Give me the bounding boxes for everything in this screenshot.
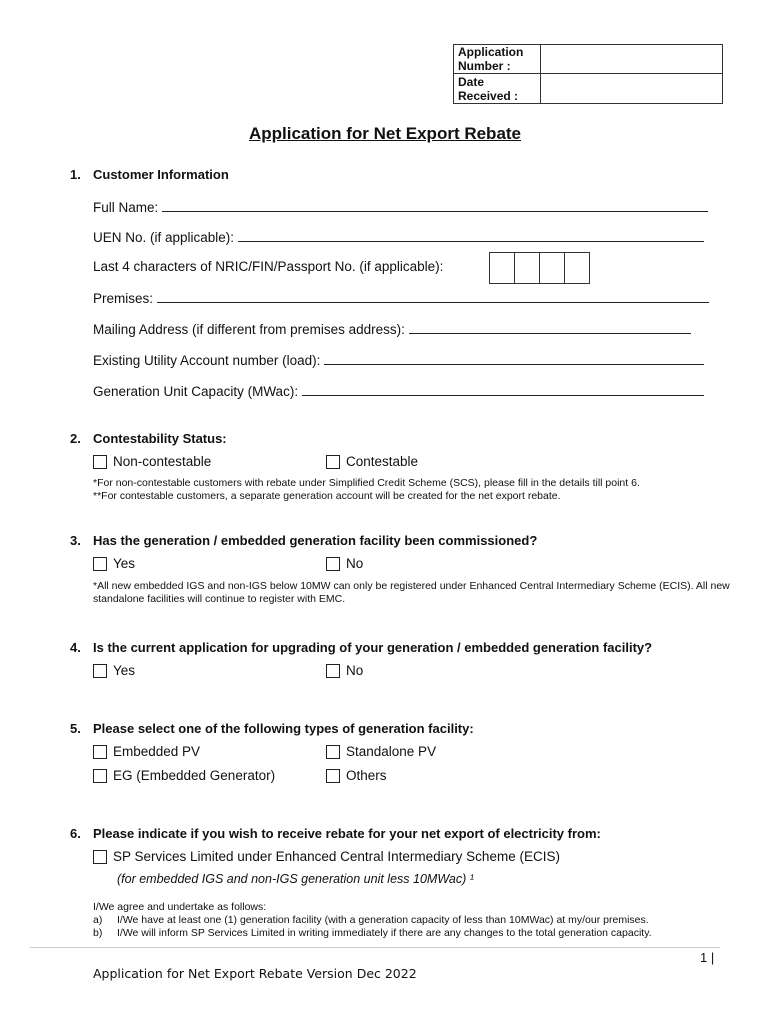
section-4-heading: 4. Is the current application for upgrading of your generation / embedded generation facility? bbox=[70, 640, 653, 655]
application-meta-table bbox=[453, 44, 723, 104]
checkbox[interactable] bbox=[93, 850, 107, 864]
application-number-field[interactable] bbox=[541, 45, 723, 74]
non-contestable-option[interactable]: Non-contestable bbox=[93, 454, 211, 469]
section-2-note-1: *For non-contestable customers with rebate under Simplified Credit Scheme (SCS), please fill in the details till point 6. bbox=[93, 477, 640, 489]
commissioned-no-option[interactable]: No bbox=[326, 556, 363, 571]
capacity-field[interactable] bbox=[93, 383, 704, 399]
agree-item-a: a) I/We have at least one (1) generation facility (with a generation capacity of less than 10MWac) at my/our premises. bbox=[93, 914, 649, 926]
others-option[interactable]: Others bbox=[326, 768, 387, 783]
nric-char-box[interactable] bbox=[540, 253, 565, 283]
checkbox[interactable] bbox=[93, 664, 107, 678]
section-6-heading: 6. Please indicate if you wish to receive rebate for your net export of electricity from: bbox=[70, 826, 601, 841]
nric-char-box[interactable] bbox=[515, 253, 540, 283]
full-name-field[interactable] bbox=[93, 199, 708, 215]
section-2-heading: 2. Contestability Status: bbox=[70, 431, 227, 446]
agree-item-b: b) I/We will inform SP Services Limited in writing immediately if there are any changes to the total generation capacity. bbox=[93, 927, 652, 939]
checkbox[interactable] bbox=[326, 664, 340, 678]
nric-label: Last 4 characters of NRIC/FIN/Passport No. (if applicable): bbox=[93, 259, 444, 274]
checkbox[interactable] bbox=[93, 745, 107, 759]
mailing-address-label: Mailing Address (if different from premises address): bbox=[93, 322, 405, 337]
checkbox[interactable] bbox=[326, 769, 340, 783]
date-received-label: Date Received : bbox=[454, 74, 541, 104]
commissioned-yes-option[interactable]: Yes bbox=[93, 556, 135, 571]
checkbox[interactable] bbox=[93, 557, 107, 571]
premises-field[interactable] bbox=[93, 290, 709, 306]
page-number: 1 | bbox=[700, 950, 715, 965]
standalone-pv-option[interactable]: Standalone PV bbox=[326, 744, 436, 759]
uen-field[interactable] bbox=[93, 229, 704, 245]
contestable-option[interactable]: Contestable bbox=[326, 454, 418, 469]
capacity-label: Generation Unit Capacity (MWac): bbox=[93, 384, 299, 399]
embedded-pv-option[interactable]: Embedded PV bbox=[93, 744, 200, 759]
section-3-note: *All new embedded IGS and non-IGS below 10MW can only be registered under Enhanced Central Intermediary Scheme (ECIS). All new standalone facilities will continue to register with EMC. bbox=[93, 580, 730, 605]
footer-text: Application for Net Export Rebate Version Dec 2022 bbox=[93, 966, 417, 981]
section-3-heading: 3. Has the generation / embedded generation facility been commissioned? bbox=[70, 533, 538, 548]
date-received-field[interactable] bbox=[541, 74, 723, 104]
ecis-subtext: (for embedded IGS and non-IGS generation unit less 10MWac) ¹ bbox=[117, 872, 474, 886]
ecis-option[interactable]: SP Services Limited under Enhanced Central Intermediary Scheme (ECIS) bbox=[93, 849, 560, 864]
checkbox[interactable] bbox=[93, 769, 107, 783]
upgrading-yes-option[interactable]: Yes bbox=[93, 663, 135, 678]
application-number-label: Application Number : bbox=[454, 45, 541, 74]
utility-account-field[interactable] bbox=[93, 352, 704, 368]
checkbox[interactable] bbox=[326, 455, 340, 469]
full-name-label: Full Name: bbox=[93, 200, 159, 215]
nric-char-box[interactable] bbox=[490, 253, 515, 283]
nric-char-boxes[interactable] bbox=[489, 252, 590, 284]
section-2-note-2: **For contestable customers, a separate generation account will be created for the net export rebate. bbox=[93, 490, 561, 502]
checkbox[interactable] bbox=[326, 745, 340, 759]
utility-account-label: Existing Utility Account number (load): bbox=[93, 353, 321, 368]
section-5-heading: 5. Please select one of the following types of generation facility: bbox=[70, 721, 474, 736]
embedded-generator-option[interactable]: EG (Embedded Generator) bbox=[93, 768, 275, 783]
footer-divider bbox=[30, 947, 720, 948]
upgrading-no-option[interactable]: No bbox=[326, 663, 363, 678]
agree-intro: I/We agree and undertake as follows: bbox=[93, 901, 267, 913]
checkbox[interactable] bbox=[326, 557, 340, 571]
premises-label: Premises: bbox=[93, 291, 154, 306]
page-title: Application for Net Export Rebate bbox=[248, 124, 522, 143]
section-1-heading: 1. Customer Information bbox=[70, 167, 229, 182]
checkbox[interactable] bbox=[93, 455, 107, 469]
nric-char-box[interactable] bbox=[565, 253, 589, 283]
mailing-address-field[interactable] bbox=[93, 321, 691, 337]
uen-label: UEN No. (if applicable): bbox=[93, 230, 235, 245]
